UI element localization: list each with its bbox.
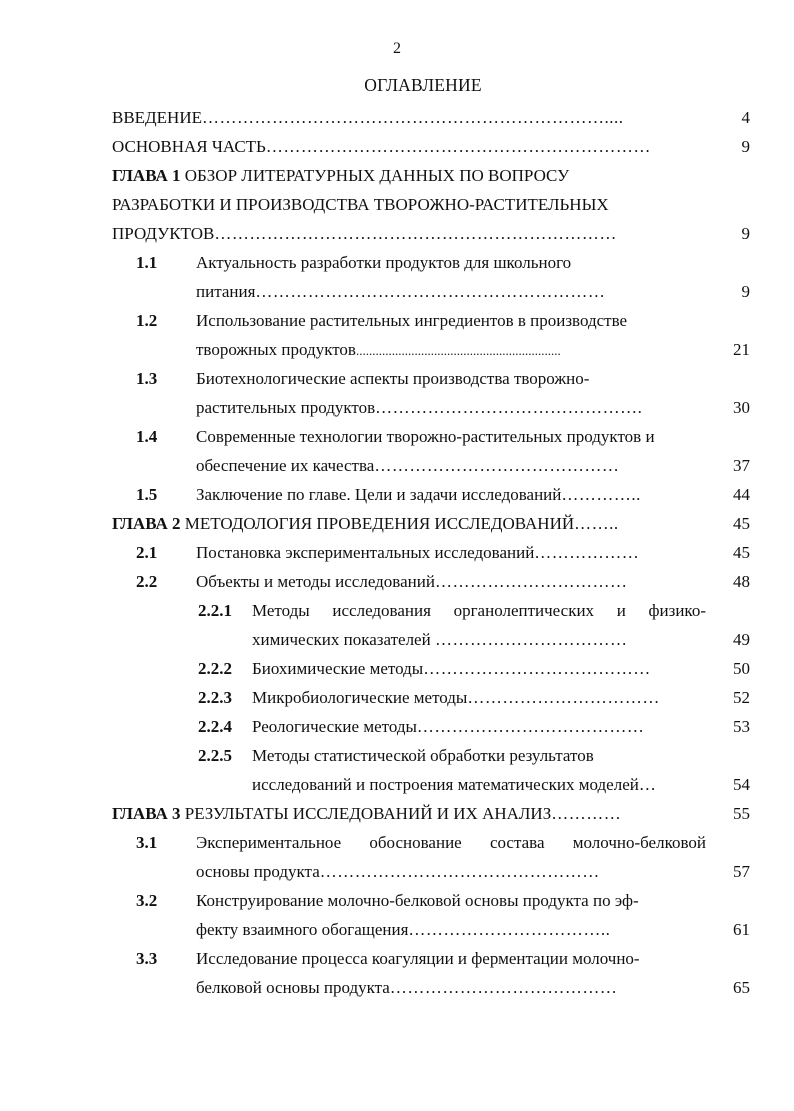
entry-text: ВВЕДЕНИЕ xyxy=(112,108,202,127)
chapter-label: ГЛАВА 3 xyxy=(112,804,181,823)
entry-text: химических показателей xyxy=(252,630,435,649)
chapter-title: МЕТОДОЛОГИЯ ПРОВЕДЕНИЯ ИССЛЕДОВАНИЙ xyxy=(180,514,575,533)
entry-text: белковой основы продукта xyxy=(196,978,390,997)
section-number: 1.2 xyxy=(136,311,158,330)
entry-text: питания xyxy=(196,282,256,301)
entry-text: обеспечение их качества xyxy=(196,456,375,475)
section-title-end xyxy=(196,974,706,1002)
section-number: 2.2.1 xyxy=(198,601,232,620)
section-number: 1.1 xyxy=(136,253,158,272)
entry-text: Объекты и методы исследований xyxy=(196,572,435,591)
leader-dots: …………………………….. xyxy=(408,920,611,939)
toc-section-2-2-2[interactable] xyxy=(252,655,706,683)
section-number: 2.2.3 xyxy=(198,688,232,707)
toc-chapter-3[interactable] xyxy=(112,800,712,828)
entry-text: Микробиологические методы xyxy=(252,688,468,707)
toc-entry-intro[interactable] xyxy=(112,104,712,132)
page-title: ОГЛАВЛЕНИЕ xyxy=(364,75,482,95)
page-ref: 53 xyxy=(733,717,750,736)
section-number: 2.1 xyxy=(136,543,158,562)
entry-text: Заключение по главе. Цели и задачи исследований xyxy=(196,485,562,504)
page-ref: 30 xyxy=(733,398,750,417)
page-ref: 37 xyxy=(733,456,750,475)
leader-dots: ………….. xyxy=(561,485,641,504)
section-number: 2.2.4 xyxy=(198,717,232,736)
leader-dots: …………………………… xyxy=(434,630,628,649)
leader-dots: ………………………………… xyxy=(416,717,645,736)
section-title-end xyxy=(252,626,706,654)
page-ref: 9 xyxy=(741,282,750,301)
toc-section-1-5[interactable] xyxy=(196,481,706,509)
section-title-end xyxy=(196,278,706,306)
section-number: 1.3 xyxy=(136,369,158,388)
page-ref: 54 xyxy=(733,775,750,794)
leader-dots: …………………………………………………………….... xyxy=(201,108,624,127)
page-ref: 21 xyxy=(733,340,750,359)
entry-text: ПРОДУКТОВ xyxy=(112,224,215,243)
toc-section-1-4[interactable]: Современные технологии творожно-растительных продуктов и xyxy=(196,427,655,446)
page-ref: 50 xyxy=(733,659,750,678)
page-ref: 55 xyxy=(733,804,750,823)
section-number: 3.1 xyxy=(136,833,158,852)
leader-dots: ............................................................... xyxy=(355,343,561,358)
section-number: 1.4 xyxy=(136,427,158,446)
section-number: 3.2 xyxy=(136,891,158,910)
entry-text: растительных продуктов xyxy=(196,398,376,417)
leader-dots: …………………………………… xyxy=(374,456,620,475)
toc-section-2-2[interactable] xyxy=(196,568,706,596)
section-number: 2.2.2 xyxy=(198,659,232,678)
page-ref: 52 xyxy=(733,688,750,707)
toc-section-2-1[interactable] xyxy=(196,539,706,567)
section-number: 3.3 xyxy=(136,949,158,968)
leader-dots: …………………………… xyxy=(434,572,628,591)
leader-dots: ………………………………… xyxy=(389,978,618,997)
section-number: 2.2.5 xyxy=(198,746,232,765)
toc-section-3-2[interactable]: Конструирование молочно-белковой основы продукта по эф- xyxy=(196,891,639,910)
page-ref: 57 xyxy=(733,862,750,881)
entry-text: Реологические методы xyxy=(252,717,417,736)
chapter-title: РЕЗУЛЬТАТЫ ИССЛЕДОВАНИЙ И ИХ АНАЛИЗ xyxy=(180,804,552,823)
leader-dots: ……………… xyxy=(534,543,640,562)
page-ref: 4 xyxy=(741,108,750,127)
leader-dots: ………………………………………… xyxy=(319,862,600,881)
entry-text: ОСНОВНАЯ ЧАСТЬ xyxy=(112,137,266,156)
toc-section-2-2-1[interactable]: Методы исследования органолептических и физико- xyxy=(252,601,706,620)
toc-entry-main[interactable] xyxy=(112,133,712,161)
chapter-title-cont: РАЗРАБОТКИ И ПРОИЗВОДСТВА ТВОРОЖНО-РАСТИТЕЛЬНЫХ xyxy=(112,195,609,214)
leader-dots: ………… xyxy=(551,804,622,823)
chapter-title: ОБЗОР ЛИТЕРАТУРНЫХ ДАННЫХ ПО ВОПРОСУ xyxy=(180,166,570,185)
page-ref: 49 xyxy=(733,630,750,649)
toc-chapter-2[interactable] xyxy=(112,510,712,538)
page-ref: 9 xyxy=(741,224,750,243)
entry-text: фекту взаимного обогащения xyxy=(196,920,409,939)
toc-section-3-3[interactable]: Исследование процесса коагуляции и ферментации молочно- xyxy=(196,949,640,968)
page-number: 2 xyxy=(393,40,401,57)
page-ref: 65 xyxy=(733,978,750,997)
chapter-label: ГЛАВА 2 xyxy=(112,514,181,533)
section-title-end xyxy=(196,394,706,422)
page-ref: 48 xyxy=(733,572,750,591)
toc-section-2-2-5[interactable]: Методы статистической обработки результатов xyxy=(252,746,594,765)
leader-dots: …………………………………………………………… xyxy=(214,224,617,243)
section-title-end: исследований и построения математических моделей… xyxy=(252,775,656,794)
leader-dots: …………………………………………………… xyxy=(255,282,606,301)
toc-section-1-3[interactable]: Биотехнологические аспекты производства творожно- xyxy=(196,369,590,388)
entry-text: Постановка экспериментальных исследований xyxy=(196,543,535,562)
toc-section-3-1[interactable]: Экспериментальное обоснование состава молочно-белковой xyxy=(196,833,706,852)
leader-dots: ………………………………………………………… xyxy=(265,137,651,156)
leader-dots: …….. xyxy=(574,514,619,533)
entry-text: творожных продуктов xyxy=(196,340,356,359)
page-ref: 45 xyxy=(733,543,750,562)
section-number: 2.2 xyxy=(136,572,158,591)
entry-text: Биохимические методы xyxy=(252,659,424,678)
toc-chapter-1[interactable] xyxy=(112,162,712,190)
chapter-title-end xyxy=(112,220,712,248)
section-number: 1.5 xyxy=(136,485,158,504)
section-title-end xyxy=(196,336,686,364)
page-ref: 61 xyxy=(733,920,750,939)
section-title-end xyxy=(196,916,706,944)
leader-dots: …………………………… xyxy=(467,688,660,707)
toc-section-1-1[interactable]: Актуальность разработки продуктов для школьного xyxy=(196,253,572,272)
page-ref: 44 xyxy=(733,485,750,504)
section-title-end xyxy=(196,858,706,886)
toc-section-2-2-4[interactable] xyxy=(252,713,706,741)
toc-section-1-2[interactable]: Использование растительных ингредиентов в производстве xyxy=(196,311,628,330)
section-title-end xyxy=(196,452,706,480)
toc-section-2-2-3[interactable] xyxy=(252,684,706,712)
page-ref: 45 xyxy=(733,514,750,533)
chapter-label: ГЛАВА 1 xyxy=(112,166,181,185)
leader-dots: ………………………………… xyxy=(423,659,651,678)
entry-text: основы продукта xyxy=(196,862,320,881)
leader-dots: ………………………………………. xyxy=(375,398,643,417)
page-ref: 9 xyxy=(741,137,750,156)
